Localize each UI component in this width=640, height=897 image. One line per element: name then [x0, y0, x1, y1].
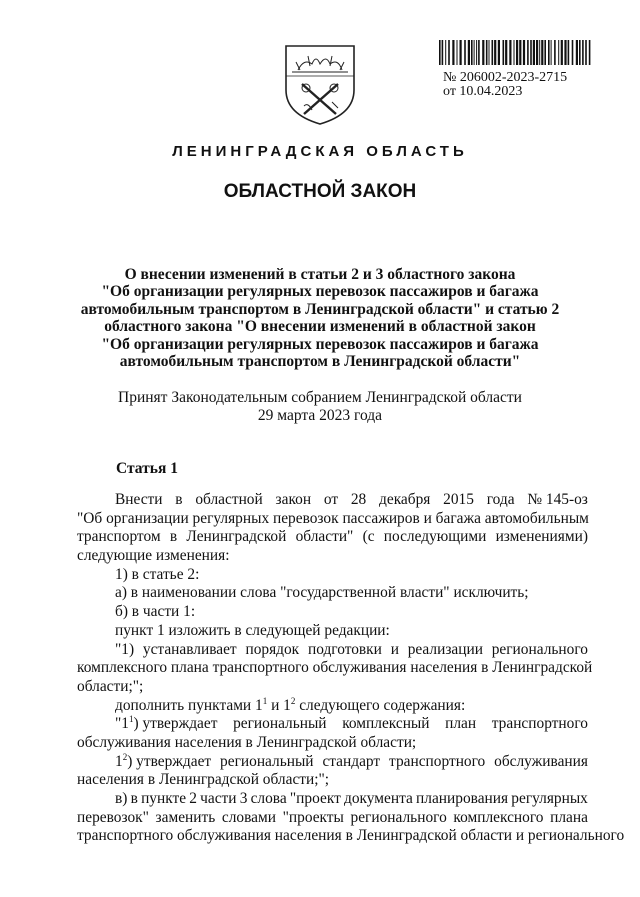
body-word: № 145-оз — [527, 491, 588, 508]
body-word: изменениями) — [495, 528, 588, 546]
law-title-line: "Об организации регулярных перевозок пассажиров и багажа — [101, 335, 539, 353]
body-word: "проекты — [282, 808, 344, 826]
body-word: комплексного — [453, 808, 544, 826]
body-word: региональный — [220, 752, 314, 770]
body-word: устанавливает — [142, 640, 237, 658]
law-title-line: автомобильным транспортом в Ленинградской области" — [119, 353, 521, 371]
body-word: региональный — [233, 715, 327, 733]
body-line: транспортного обслуживания населения в Ленинградской области и регионального — [77, 827, 625, 845]
body-word: слова — [250, 790, 287, 807]
body-line: дополнить пунктами $1^1$ и $1^2$ следующего содержания: — [115, 695, 466, 714]
body-word: реализации — [407, 640, 483, 658]
body-word: план — [445, 715, 477, 733]
registration-number: № 206002-2023-2715 — [443, 70, 568, 85]
body-line: пункт 1 изложить в следующей редакции: — [115, 621, 390, 639]
law-title-line: автомобильным транспортом в Ленинградской области" и статью 2 — [80, 300, 560, 318]
body-word: 2 — [189, 790, 197, 807]
body-line: 1) в статье 2: — [115, 565, 200, 583]
body-word: "1) — [115, 640, 135, 658]
body-word: порядок — [245, 640, 300, 658]
body-line: б) в части 1: — [115, 603, 196, 621]
body-line: $1^2$) утверждает региональный стандарт транспортного обслуживания — [115, 751, 588, 770]
body-word: "проект — [289, 790, 341, 807]
body-word: 2015 — [443, 491, 474, 508]
body-line: обслуживания населения в Ленинградской области; — [77, 733, 417, 751]
body-word: в — [130, 790, 138, 807]
body-line — [77, 809, 588, 828]
body-word: обслуживания — [494, 752, 588, 770]
region-title: ЛЕНИНГРАДСКАЯ ОБЛАСТЬ — [172, 143, 468, 160]
body-line: а) в наименовании слова "государственной власти" исключить; — [115, 584, 529, 602]
body-word: 3 — [239, 790, 248, 807]
body-word: закон — [275, 491, 312, 508]
law-title — [70, 266, 570, 370]
law-title-line: "Об организации регулярных перевозок пассажиров и багажа — [101, 283, 539, 301]
adoption-date: 29 марта 2023 года — [257, 407, 383, 424]
body-word: плана — [550, 808, 588, 826]
body-line: населения в Ленинградской области;"; — [77, 771, 330, 789]
body-line: области;"; — [77, 677, 144, 695]
body-word: планирования — [416, 790, 509, 807]
body-word: подготовки — [307, 640, 382, 658]
body-word: транспортного — [491, 715, 588, 733]
body-line — [77, 491, 588, 510]
document-type-title: ОБЛАСТНОЙ ЗАКОН — [223, 181, 417, 202]
law-title-line: областного закона "О внесении изменений в областной закон — [104, 318, 536, 336]
body-word: 28 — [350, 491, 367, 508]
body-word: пункте — [141, 790, 187, 807]
body-line: следующие изменения: — [77, 547, 230, 565]
body-word: словами — [221, 808, 276, 826]
body-word: области" — [295, 528, 354, 546]
body-word: перевозок" — [77, 808, 149, 826]
body-line — [77, 528, 588, 547]
body-line: "Об организации регулярных перевозок пассажиров и багажа автомобильным — [77, 509, 589, 527]
body-word: года — [486, 491, 515, 508]
barcode-icon — [437, 40, 592, 65]
body-word: регионального — [491, 640, 588, 658]
body-word: документа — [344, 790, 413, 807]
article-body — [77, 491, 625, 846]
body-line — [77, 641, 588, 660]
body-word: транспортом — [77, 528, 161, 546]
body-word: последующими — [383, 528, 487, 546]
body-word: регионального — [350, 808, 447, 826]
body-word: заменить — [155, 808, 216, 826]
body-word: в — [169, 528, 178, 546]
body-word: Ленинградской — [186, 528, 287, 546]
coat-of-arms-icon — [282, 40, 358, 126]
body-word: Внести — [115, 491, 163, 508]
article-heading: Статья 1 — [116, 460, 178, 477]
adoption-note — [70, 389, 570, 425]
body-word: от — [323, 491, 339, 508]
registration-date: от 10.04.2023 — [443, 84, 523, 99]
body-word: (с — [362, 528, 375, 546]
body-word: в) — [115, 790, 128, 807]
body-word: транспортного — [389, 752, 486, 770]
body-line — [77, 790, 588, 809]
body-word: стандарт — [322, 752, 381, 770]
law-title-line: О внесении изменений в статьи 2 и 3 областного закона — [124, 266, 516, 283]
body-line: "$1^1$) утверждает региональный комплексный план транспортного — [115, 714, 588, 733]
body-word: части — [200, 790, 237, 807]
body-word: регулярных — [511, 790, 588, 807]
body-word: и — [390, 640, 399, 658]
adoption-line: Принят Законодательным собранием Ленинградской области — [118, 389, 522, 406]
body-word: в — [175, 491, 183, 508]
body-line: комплексного плана транспортного обслуживания населения в Ленинградской — [77, 659, 593, 677]
body-word: декабря — [379, 491, 431, 508]
body-word: комплексный — [342, 715, 430, 733]
body-word: областной — [195, 491, 263, 508]
